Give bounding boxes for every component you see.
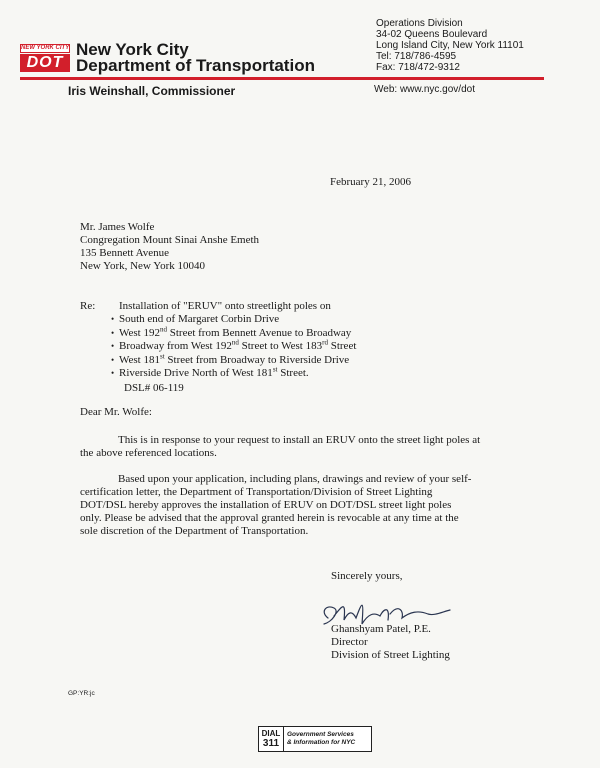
ops-line: Operations Division [376, 18, 463, 29]
web-address: Web: www.nyc.gov/dot [374, 84, 475, 95]
paragraph-line: sole discretion of the Department of Transportation. [80, 525, 309, 537]
ordinal-suffix: st [272, 365, 278, 374]
list-item [111, 313, 356, 327]
ordinal-suffix: st [159, 352, 165, 361]
paragraph-line: Based upon your application, including plans, drawings and review of your self- [118, 473, 472, 485]
item-text: Street from Bennett Avenue to Broadway [166, 326, 352, 339]
dial-311-badge [258, 726, 372, 752]
recipient-line: Congregation Mount Sinai Anshe Emeth [80, 234, 260, 246]
paragraph-line: This is in response to your request to install an ERUV onto the street light poles at [118, 434, 481, 446]
item-text: West 192 [119, 326, 160, 339]
logo-dot-text: DOT [20, 54, 70, 72]
badge-description [284, 727, 371, 751]
list-item [111, 354, 356, 368]
typist-initials: GP:YR:jc [68, 690, 95, 697]
badge-line: Government Services [287, 731, 354, 738]
paragraph-line: DOT/DSL hereby approves the installation of ERUV on DOT/DSL street light poles [80, 499, 452, 511]
recipient-line: 135 Bennett Avenue [80, 247, 169, 259]
bullet-icon: • [111, 368, 115, 379]
re-location-list [111, 313, 356, 381]
item-text: Broadway from West 192 [119, 340, 232, 353]
recipient-line: New York, New York 10040 [80, 260, 205, 272]
commissioner-name: Iris Weinshall, Commissioner [68, 84, 236, 98]
salutation: Dear Mr. Wolfe: [80, 406, 152, 418]
bullet-icon: • [111, 314, 115, 324]
ops-line: Long Island City, New York 11101 [376, 40, 524, 51]
dsl-number: DSL# 06-119 [124, 382, 184, 394]
re-label: Re: [80, 300, 96, 312]
recipient-address [80, 221, 259, 273]
list-item [111, 340, 356, 354]
bullet-icon: • [111, 327, 115, 338]
logo-city-text: NEW YORK CITY [21, 45, 70, 51]
item-text: Street from Broadway to Riverside Drive [164, 353, 350, 366]
signature-block [331, 623, 450, 662]
recipient-line: Mr. James Wolfe [80, 221, 155, 233]
ops-line: 34-02 Queens Boulevard [376, 29, 488, 40]
item-text: Street [327, 340, 357, 353]
operations-address [376, 18, 524, 73]
bullet-icon: • [111, 354, 115, 365]
item-text: Street to West 183 [238, 340, 323, 353]
badge-number-block [259, 727, 284, 751]
paragraph-1 [80, 434, 480, 460]
signer-division: Division of Street Lighting [331, 649, 450, 661]
list-item [111, 367, 356, 381]
item-text: Riverside Drive North of West 181 [119, 367, 273, 380]
item-text: Street. [277, 367, 309, 380]
dot-logo [20, 44, 70, 72]
ordinal-suffix: nd [231, 338, 239, 347]
letter-date: February 21, 2006 [330, 176, 411, 188]
ordinal-suffix: nd [159, 324, 167, 333]
badge-number-text: 311 [262, 738, 280, 749]
agency-name-line2: Department of Transportation [76, 56, 315, 75]
agency-name-line1: New York City [76, 40, 189, 59]
paragraph-line: only. Please be advised that the approval granted herein is revocable at any time at the [80, 512, 459, 524]
badge-line: & Information for NYC [287, 739, 356, 746]
ordinal-suffix: rd [322, 338, 328, 347]
closing: Sincerely yours, [331, 570, 403, 582]
badge-dial-text: DIAL [261, 729, 281, 738]
signer-name: Ghanshyam Patel, P.E. [331, 623, 431, 635]
signer-title: Director [331, 636, 368, 648]
paragraph-line: certification letter, the Department of Transportation/Division of Street Lighting [80, 486, 433, 498]
item-text: South end of Margaret Corbin Drive [119, 313, 280, 325]
paragraph-line: the above referenced locations. [80, 447, 217, 459]
re-title: Installation of "ERUV" onto streetlight poles on [119, 300, 331, 312]
ops-line: Tel: 718/786-4595 [376, 51, 457, 62]
item-text: West 181 [119, 353, 160, 366]
ops-line: Fax: 718/472-9312 [376, 62, 460, 73]
paragraph-2 [80, 473, 471, 538]
bullet-icon: • [111, 341, 115, 352]
letterhead-divider [20, 77, 544, 80]
